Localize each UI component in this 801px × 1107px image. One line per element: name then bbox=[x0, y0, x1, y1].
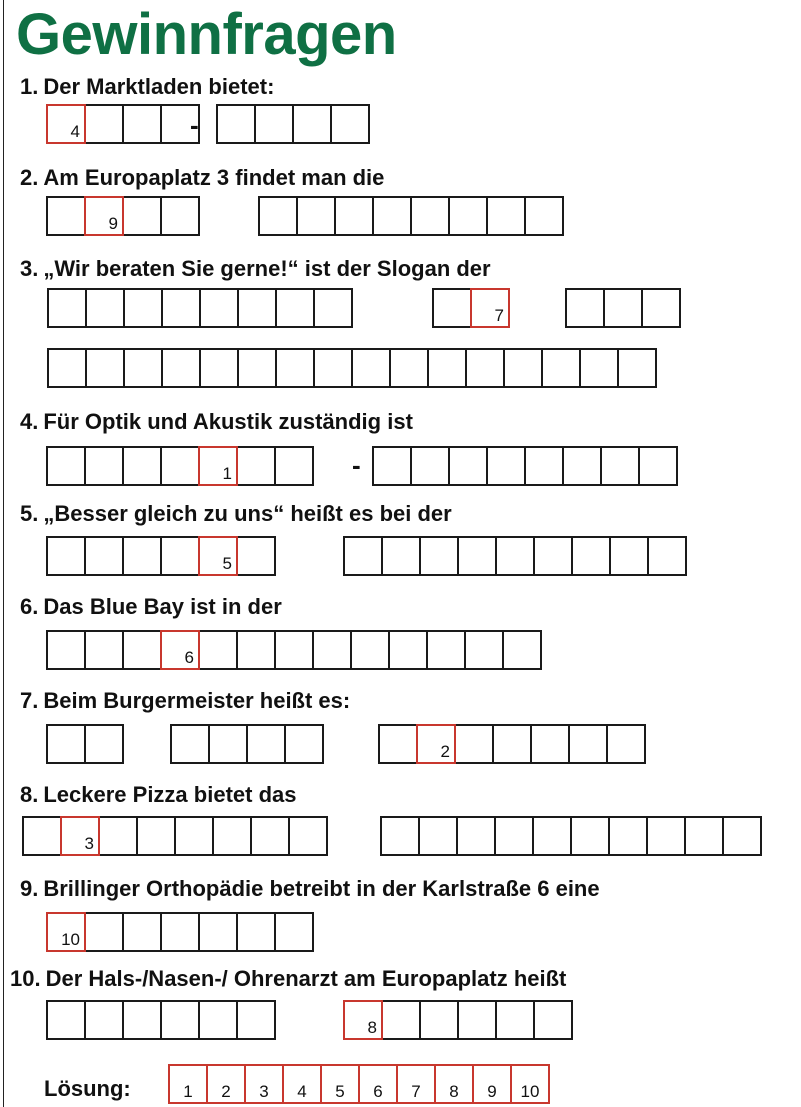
question-number: 7. bbox=[20, 688, 39, 713]
letter-box[interactable] bbox=[275, 348, 315, 388]
letter-box[interactable] bbox=[343, 536, 383, 576]
solution-box[interactable] bbox=[244, 1064, 284, 1104]
letter-box[interactable] bbox=[236, 630, 276, 670]
letter-box[interactable] bbox=[330, 104, 370, 144]
letter-box[interactable] bbox=[274, 630, 314, 670]
letter-box[interactable] bbox=[212, 816, 252, 856]
letter-box[interactable] bbox=[579, 348, 619, 388]
letter-box[interactable] bbox=[448, 446, 488, 486]
solution-index-number: 2 bbox=[221, 1082, 231, 1101]
letter-box[interactable] bbox=[609, 536, 649, 576]
letter-box[interactable] bbox=[216, 104, 256, 144]
question-8 bbox=[20, 782, 296, 808]
letter-box[interactable] bbox=[638, 446, 678, 486]
letter-box[interactable] bbox=[274, 446, 314, 486]
letter-box[interactable] bbox=[646, 816, 686, 856]
letter-box[interactable] bbox=[571, 536, 611, 576]
letter-box[interactable] bbox=[84, 104, 124, 144]
question-number: 8. bbox=[20, 782, 39, 807]
letter-box[interactable] bbox=[565, 288, 605, 328]
letter-box[interactable] bbox=[84, 536, 124, 576]
letter-box[interactable] bbox=[641, 288, 681, 328]
question-text: „Wir beraten Sie gerne!“ ist der Slogan der bbox=[43, 256, 491, 281]
letter-box[interactable] bbox=[250, 816, 290, 856]
letter-box[interactable] bbox=[426, 630, 466, 670]
letter-box[interactable] bbox=[122, 912, 162, 952]
solution-label: Lösung: bbox=[44, 1076, 131, 1101]
marked-letter-box[interactable] bbox=[198, 446, 238, 486]
question-2 bbox=[20, 165, 384, 191]
marked-letter-box[interactable] bbox=[198, 536, 238, 576]
solution-index-number: 5 bbox=[335, 1082, 345, 1101]
letter-box[interactable] bbox=[236, 1000, 276, 1040]
page-title: Gewinnfragen bbox=[16, 2, 397, 67]
letter-box[interactable] bbox=[381, 536, 421, 576]
letter-box[interactable] bbox=[236, 912, 276, 952]
letter-box[interactable] bbox=[47, 288, 87, 328]
marked-letter-box[interactable] bbox=[343, 1000, 383, 1040]
question-number: 3. bbox=[20, 256, 39, 281]
solution-index-number: 4 bbox=[70, 122, 80, 141]
letter-box[interactable] bbox=[388, 630, 428, 670]
letter-box[interactable] bbox=[334, 196, 374, 236]
question-number: 2. bbox=[20, 165, 39, 190]
solution-box[interactable] bbox=[320, 1064, 360, 1104]
letter-box[interactable] bbox=[494, 816, 534, 856]
answer-word bbox=[343, 1000, 571, 1040]
marked-letter-box[interactable] bbox=[60, 816, 100, 856]
letter-box[interactable] bbox=[284, 724, 324, 764]
letter-box[interactable] bbox=[46, 724, 86, 764]
question-1 bbox=[20, 74, 274, 100]
letter-box[interactable] bbox=[410, 446, 450, 486]
answer-word bbox=[343, 536, 685, 576]
solution-index-number: 6 bbox=[184, 648, 194, 667]
letter-box[interactable] bbox=[350, 630, 390, 670]
letter-box[interactable] bbox=[684, 816, 724, 856]
letter-box[interactable] bbox=[122, 446, 162, 486]
letter-box[interactable] bbox=[170, 724, 210, 764]
letter-box[interactable] bbox=[495, 536, 535, 576]
letter-box[interactable] bbox=[198, 630, 238, 670]
letter-box[interactable] bbox=[208, 724, 248, 764]
solution-index-number: 10 bbox=[520, 1082, 540, 1101]
marked-letter-box[interactable] bbox=[46, 104, 86, 144]
solution-box[interactable] bbox=[168, 1064, 208, 1104]
letter-box[interactable] bbox=[419, 536, 459, 576]
question-7 bbox=[20, 688, 350, 714]
question-9 bbox=[20, 876, 600, 902]
letter-box[interactable] bbox=[380, 816, 420, 856]
question-number: 1. bbox=[20, 74, 39, 99]
answer-word bbox=[46, 446, 312, 486]
letter-box[interactable] bbox=[275, 288, 315, 328]
question-text: Der Hals-/Nasen-/ Ohrenarzt am Europaplatz heißt bbox=[45, 966, 567, 991]
letter-box[interactable] bbox=[292, 104, 332, 144]
letter-box[interactable] bbox=[122, 1000, 162, 1040]
question-5 bbox=[20, 501, 452, 527]
letter-box[interactable] bbox=[122, 104, 162, 144]
letter-box[interactable] bbox=[160, 196, 200, 236]
question-text: Beim Burgermeister heißt es: bbox=[43, 688, 351, 713]
solution-index-number: 7 bbox=[411, 1082, 421, 1101]
marked-letter-box[interactable] bbox=[160, 630, 200, 670]
answer-word bbox=[378, 724, 644, 764]
letter-box[interactable] bbox=[541, 348, 581, 388]
letter-box[interactable] bbox=[198, 1000, 238, 1040]
letter-box[interactable] bbox=[372, 196, 412, 236]
letter-box[interactable] bbox=[274, 912, 314, 952]
letter-box[interactable] bbox=[85, 348, 125, 388]
answer-word bbox=[22, 816, 326, 856]
question-text: Der Marktladen bietet: bbox=[43, 74, 275, 99]
letter-box[interactable] bbox=[84, 724, 124, 764]
letter-box[interactable] bbox=[381, 1000, 421, 1040]
question-number: 9. bbox=[20, 876, 39, 901]
letter-box[interactable] bbox=[161, 288, 201, 328]
letter-box[interactable] bbox=[465, 348, 505, 388]
letter-box[interactable] bbox=[464, 630, 504, 670]
letter-box[interactable] bbox=[122, 196, 162, 236]
letter-box[interactable] bbox=[457, 1000, 497, 1040]
letter-box[interactable] bbox=[570, 816, 610, 856]
letter-box[interactable] bbox=[122, 630, 162, 670]
letter-box[interactable] bbox=[533, 536, 573, 576]
letter-box[interactable] bbox=[254, 104, 294, 144]
solution-box[interactable] bbox=[510, 1064, 550, 1104]
letter-box[interactable] bbox=[617, 348, 657, 388]
solution-index-number: 5 bbox=[222, 554, 232, 573]
marked-letter-box[interactable] bbox=[416, 724, 456, 764]
solution-index-number: 6 bbox=[373, 1082, 383, 1101]
letter-box[interactable] bbox=[122, 536, 162, 576]
marked-letter-box[interactable] bbox=[470, 288, 510, 328]
letter-box[interactable] bbox=[372, 446, 412, 486]
letter-box[interactable] bbox=[237, 348, 277, 388]
answer-word bbox=[372, 446, 676, 486]
letter-box[interactable] bbox=[647, 536, 687, 576]
answer-word bbox=[216, 104, 368, 144]
letter-box[interactable] bbox=[161, 348, 201, 388]
letter-box[interactable] bbox=[84, 1000, 124, 1040]
solution-index-number: 8 bbox=[449, 1082, 459, 1101]
answer-word bbox=[565, 288, 679, 328]
letter-box[interactable] bbox=[378, 724, 418, 764]
question-number: 6. bbox=[20, 594, 39, 619]
letter-box[interactable] bbox=[427, 348, 467, 388]
letter-box[interactable] bbox=[123, 348, 163, 388]
question-text: Brillinger Orthopädie betreibt in der Karlstraße 6 eine bbox=[43, 876, 600, 901]
answer-word bbox=[46, 724, 122, 764]
hyphen-separator: - bbox=[352, 450, 361, 480]
letter-box[interactable] bbox=[22, 816, 62, 856]
letter-box[interactable] bbox=[448, 196, 488, 236]
letter-box[interactable] bbox=[486, 196, 526, 236]
letter-box[interactable] bbox=[136, 816, 176, 856]
letter-box[interactable] bbox=[46, 1000, 86, 1040]
answer-word bbox=[258, 196, 562, 236]
letter-box[interactable] bbox=[603, 288, 643, 328]
letter-box[interactable] bbox=[503, 348, 543, 388]
letter-box[interactable] bbox=[524, 446, 564, 486]
letter-box[interactable] bbox=[492, 724, 532, 764]
answer-word bbox=[380, 816, 760, 856]
letter-box[interactable] bbox=[199, 348, 239, 388]
letter-box[interactable] bbox=[533, 1000, 573, 1040]
letter-box[interactable] bbox=[532, 816, 572, 856]
letter-box[interactable] bbox=[606, 724, 646, 764]
solution-index-number: 7 bbox=[494, 306, 504, 325]
letter-box[interactable] bbox=[46, 196, 86, 236]
letter-box[interactable] bbox=[312, 630, 352, 670]
letter-box[interactable] bbox=[524, 196, 564, 236]
letter-box[interactable] bbox=[246, 724, 286, 764]
solution-index-number: 9 bbox=[108, 214, 118, 233]
letter-box[interactable] bbox=[600, 446, 640, 486]
answer-word bbox=[46, 104, 198, 144]
solution-index-number: 2 bbox=[440, 742, 450, 761]
question-text: Für Optik und Akustik zuständig ist bbox=[43, 409, 413, 434]
letter-box[interactable] bbox=[258, 196, 298, 236]
question-text: „Besser gleich zu uns“ heißt es bei der bbox=[43, 501, 452, 526]
hyphen-separator: - bbox=[190, 110, 199, 140]
solution-index-number: 4 bbox=[297, 1082, 307, 1101]
letter-box[interactable] bbox=[174, 816, 214, 856]
letter-box[interactable] bbox=[502, 630, 542, 670]
answer-word bbox=[432, 288, 508, 328]
answer-word bbox=[46, 912, 312, 952]
solution-box[interactable] bbox=[206, 1064, 246, 1104]
letter-box[interactable] bbox=[85, 288, 125, 328]
solution-index-number: 1 bbox=[222, 464, 232, 483]
question-text: Leckere Pizza bietet das bbox=[43, 782, 297, 807]
letter-box[interactable] bbox=[432, 288, 472, 328]
solution-boxes bbox=[168, 1064, 548, 1104]
letter-box[interactable] bbox=[486, 446, 526, 486]
question-text: Am Europaplatz 3 findet man die bbox=[43, 165, 385, 190]
letter-box[interactable] bbox=[237, 288, 277, 328]
letter-box[interactable] bbox=[160, 446, 200, 486]
answer-word bbox=[46, 536, 274, 576]
marked-letter-box[interactable] bbox=[46, 912, 86, 952]
letter-box[interactable] bbox=[530, 724, 570, 764]
solution-box[interactable] bbox=[434, 1064, 474, 1104]
letter-box[interactable] bbox=[84, 912, 124, 952]
letter-box[interactable] bbox=[84, 446, 124, 486]
page-edge-line bbox=[3, 0, 4, 1107]
letter-box[interactable] bbox=[456, 816, 496, 856]
letter-box[interactable] bbox=[47, 348, 87, 388]
marked-letter-box[interactable] bbox=[84, 196, 124, 236]
letter-box[interactable] bbox=[160, 912, 200, 952]
letter-box[interactable] bbox=[46, 630, 86, 670]
letter-box[interactable] bbox=[351, 348, 391, 388]
solution-index-number: 1 bbox=[183, 1082, 193, 1101]
solution-index-number: 10 bbox=[61, 930, 80, 949]
solution-box[interactable] bbox=[358, 1064, 398, 1104]
question-number: 4. bbox=[20, 409, 39, 434]
solution-index-number: 9 bbox=[487, 1082, 497, 1101]
answer-word bbox=[170, 724, 322, 764]
letter-box[interactable] bbox=[46, 536, 86, 576]
letter-box[interactable] bbox=[495, 1000, 535, 1040]
letter-box[interactable] bbox=[199, 288, 239, 328]
letter-box[interactable] bbox=[84, 630, 124, 670]
letter-box[interactable] bbox=[568, 724, 608, 764]
letter-box[interactable] bbox=[236, 446, 276, 486]
letter-box[interactable] bbox=[410, 196, 450, 236]
question-6 bbox=[20, 594, 282, 620]
letter-box[interactable] bbox=[457, 536, 497, 576]
letter-box[interactable] bbox=[454, 724, 494, 764]
letter-box[interactable] bbox=[722, 816, 762, 856]
solution-index-number: 3 bbox=[259, 1082, 269, 1101]
question-4 bbox=[20, 409, 413, 435]
question-number: 5. bbox=[20, 501, 39, 526]
letter-box[interactable] bbox=[46, 446, 86, 486]
letter-box[interactable] bbox=[198, 912, 238, 952]
letter-box[interactable] bbox=[419, 1000, 459, 1040]
solution-index-number: 3 bbox=[84, 834, 94, 853]
letter-box[interactable] bbox=[296, 196, 336, 236]
letter-box[interactable] bbox=[389, 348, 429, 388]
letter-box[interactable] bbox=[313, 348, 353, 388]
answer-word bbox=[46, 196, 198, 236]
letter-box[interactable] bbox=[562, 446, 602, 486]
answer-word bbox=[47, 348, 655, 388]
letter-box[interactable] bbox=[236, 536, 276, 576]
solution-box[interactable] bbox=[472, 1064, 512, 1104]
letter-box[interactable] bbox=[313, 288, 353, 328]
solution-index-number: 8 bbox=[367, 1018, 377, 1037]
answer-word bbox=[46, 630, 540, 670]
answer-word bbox=[47, 288, 351, 328]
question-3 bbox=[20, 256, 491, 282]
letter-box[interactable] bbox=[160, 1000, 200, 1040]
solution-box[interactable] bbox=[282, 1064, 322, 1104]
letter-box[interactable] bbox=[608, 816, 648, 856]
letter-box[interactable] bbox=[123, 288, 163, 328]
letter-box[interactable] bbox=[288, 816, 328, 856]
answer-word bbox=[46, 1000, 274, 1040]
question-10 bbox=[10, 966, 566, 992]
letter-box[interactable] bbox=[418, 816, 458, 856]
question-text: Das Blue Bay ist in der bbox=[43, 594, 282, 619]
letter-box[interactable] bbox=[160, 536, 200, 576]
solution-box[interactable] bbox=[396, 1064, 436, 1104]
question-number: 10. bbox=[10, 966, 41, 991]
letter-box[interactable] bbox=[98, 816, 138, 856]
